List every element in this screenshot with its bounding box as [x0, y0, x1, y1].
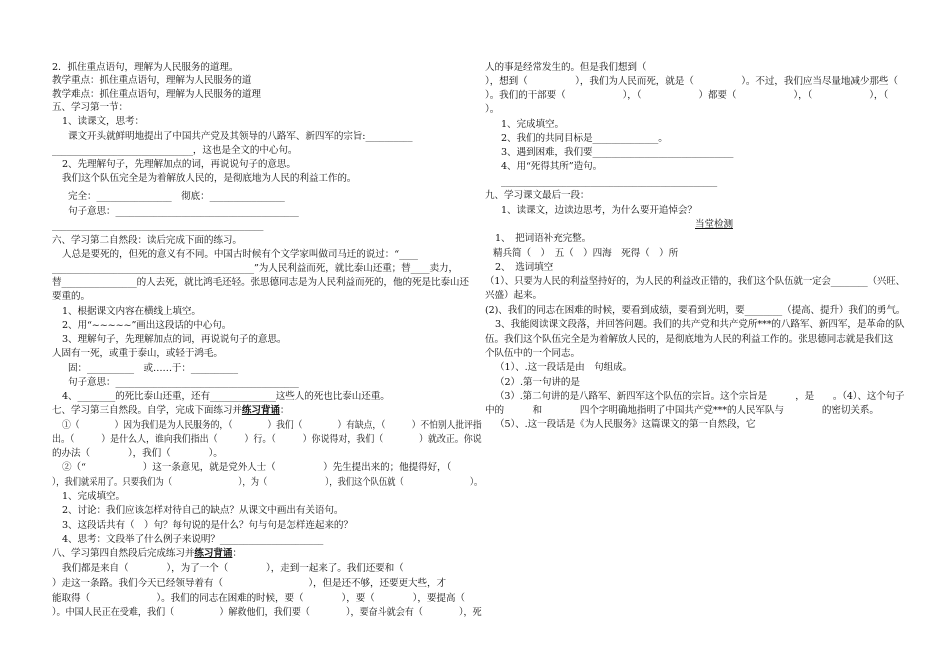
s8-para-7: ）。我们的干部要（ ），（ ）都要（ ），（ ），（	[485, 90, 889, 101]
s8-q3: 3、遇到困难，我们要______________________________	[501, 147, 734, 158]
section-7-recite: 练习背诵	[241, 405, 280, 416]
s5-q1-text-cont: ______________________________，这也是全文的中心句。	[52, 145, 298, 156]
s8-para-4: ）。中国人民正在受难，我们（ ）解救他们，我们要（ ），要奋斗就会有（ ），死	[52, 607, 482, 618]
s8-q2: 2、我们的共同目标是______________。	[501, 133, 668, 144]
s6-para-2: ___________________________________________”为人民利益而死，就比泰山还重；替____卖力，	[52, 263, 458, 274]
learning-goal-2: 2．抓住重点语句，理解为人民服务的道理。	[52, 62, 239, 73]
s5-q2-meaning: 句子意思：_______________________________________	[68, 206, 299, 217]
s6-q2: 2、用“~~~~~”画出这段话的中心句。	[62, 320, 232, 331]
s5-q1-text: 课文开头就鲜明地提出了中国共产党及其领导的八路军、新四军的宗旨:__________	[68, 131, 413, 142]
teaching-focus: 教学重点：抓住重点语句，理解为人民服务的道	[52, 75, 252, 86]
s6-para-1: 人总是要死的，但死的意义有不同。中国古时候有个文学家叫做司马迁的说过：“____	[62, 249, 418, 260]
s6-q4: 4、________的死比泰山还重，还有______________这些人的死也比泰山还重。	[62, 391, 390, 402]
s8-para-6: ），想到（ ），我们为人民而死，就是（ ）。不过，我们应当尽量地减少那些（	[485, 76, 898, 87]
s7-q2: 2、讨论：我们应该怎样对待自己的缺点？从课文中画出有关语句。	[62, 505, 344, 516]
section-7-colon: ：	[279, 405, 290, 416]
section-8-colon: ：	[232, 548, 242, 559]
s6-q3-sentence: 人固有一死，或重于泰山，或轻于鸿毛。	[52, 348, 223, 359]
test-q3-1: （1）、.这一段话是由 句组成。	[495, 362, 633, 373]
s7-q4: 4、思考：文段举了什么例子来说明？______________________	[62, 534, 324, 545]
s5-q1: 1、读课文，思考：	[62, 116, 144, 127]
teaching-difficulty: 教学难点：抓住重点语句，理解为人民服务的道理	[52, 89, 261, 100]
s7-para-5: ），我们就采用了。只要我们为（ ），为（ ），我们这个队伍就（ ）。	[52, 477, 483, 488]
s7-q3: 3、这段话共有（ ）句？每句说的是什么？句与句是怎样连起来的？	[62, 520, 353, 531]
test-q2-2: (2)、我们的同志在困难的时候，要看到成绩，要看到光明，要________（提高、提升）我们的勇气。	[485, 305, 906, 316]
s6-para-3: 替________________的人去死，就比鸿毛还轻。张思德同志是为人民利益而死的，他的死是比泰山还	[52, 277, 469, 288]
s7-para-1: ①（ ）因为我们是为人民服务的，（ ）我们（ ）有缺点，（ ）不怕别人批评指	[62, 420, 482, 431]
s7-para-4: ②（“ ）这一条意见，就是党外人士（ ）先生提出来的；他提得好，（	[62, 462, 471, 473]
section-6-heading: 六、学习第二自然段：读后完成下面的练习。	[52, 235, 242, 246]
s5-q2: 2、先理解句子，先理解加点的词，再说说句子的意思。	[62, 159, 296, 170]
s8-q1: 1、完成填空。	[501, 119, 564, 130]
test-q3-3: （3）.第二句讲的是八路军、新四军这个队伍的宗旨。这个宗旨是 ，是 。（4）、这个句子	[495, 391, 905, 402]
s8-para-2: ）走这一条路。我们今天已经领导着有（ ），但是还不够，还要更大些，才	[52, 578, 446, 589]
section-8-recite: 练习背诵	[194, 548, 233, 559]
test-q3-para-1: 3、我能阅读课文段落，并回答问题。我们的共产党和共产党所***的八路军、新四军，是革命的队	[495, 319, 905, 330]
test-q3-para-2: 伍。我们这个队伍完全是为着解放人民的，是彻底地为人民的利益工作的。张思德同志就是我们这	[485, 334, 894, 345]
s6-q1: 1、根据课文内容在横线上填空。	[62, 306, 201, 317]
s8-para-1: 我们都是来自（ ），为了一个（ ），走到一起来了。我们还要和（	[62, 563, 442, 574]
section-8-heading	[52, 547, 242, 560]
test-q3-3-cont: 中的 和 四个字明确地指明了中国共产党***的人民军队与 的密切关系。	[485, 405, 879, 416]
s6-q3-words: 固：__________ 或……于：__________	[68, 363, 238, 374]
section-7-heading	[52, 404, 289, 417]
s8-para-5: 人的事是经常发生的。但是我们想到（	[485, 62, 647, 73]
s6-para-4: 要重的。	[52, 291, 90, 302]
test-q3-5: （5）、.这一段话是《为人民服务》这篇课文的第一自然段，它	[495, 419, 756, 430]
s8-q4-line: ______________________________________________	[501, 176, 718, 187]
test-q1-words: 精兵简（ ） 五（ ）四海 死得（ ）所	[493, 248, 679, 259]
in-class-test-heading: 当堂检测	[695, 219, 733, 230]
test-q2: 2、 选词填空	[495, 262, 554, 273]
s9-q1: 1、读课文，边读边思考，为什么要开追悼会？	[501, 205, 697, 216]
s7-q1: 1、完成填空。	[62, 491, 125, 502]
test-q1: 1、 把词语补充完整。	[495, 233, 592, 244]
s7-para-2: 出。（ ）是什么人，谁向我们指出（ ）行。（ ）你说得对，我们（ ）就改正。你说	[52, 434, 482, 445]
s8-para-8: ）。	[485, 104, 500, 115]
s7-para-3: 的办法（ ），我们（ ）。	[52, 448, 223, 459]
s5-q2-meaning-line: _____________________________________________	[52, 220, 264, 231]
s8-para-3: 能取得（ ）。我们的同志在困难的时候，要（ ），要（ ），要提高（	[52, 593, 475, 604]
test-q2-1: （1）、只要为人民的利益坚持好的，为人民的利益改正错的，我们这个队伍就一定会________（兴旺、	[485, 276, 905, 287]
s6-q3: 3、理解句子，先理解加点的词，再说说句子的意思。	[62, 334, 287, 345]
s5-q2-words: 完全：________________ 彻底：________________	[68, 191, 285, 202]
test-q3-para-3: 个队伍中的一个同志。	[485, 348, 580, 359]
test-q2-1-cont: 兴盛）起来。	[485, 290, 542, 301]
section-8-heading-text: 八、学习第四自然段后完成练习并	[52, 548, 195, 559]
s8-q4: 4、用“死得其所”造句。	[501, 161, 603, 172]
test-q3-2: （2）.第一句讲的是	[495, 377, 580, 388]
section-5-heading: 五、学习第一节：	[52, 102, 128, 113]
s6-q3-meaning: 句子意思：_______________________________________	[68, 377, 299, 388]
section-7-heading-text: 七、学习第三自然段。自学，完成下面练习并	[52, 405, 242, 416]
section-9-heading: 九、学习课文最后一段：	[485, 190, 590, 201]
s5-q2-sentence: 我们这个队伍完全是为着解放人民的，是彻底地为人民的利益工作的。	[62, 173, 357, 184]
